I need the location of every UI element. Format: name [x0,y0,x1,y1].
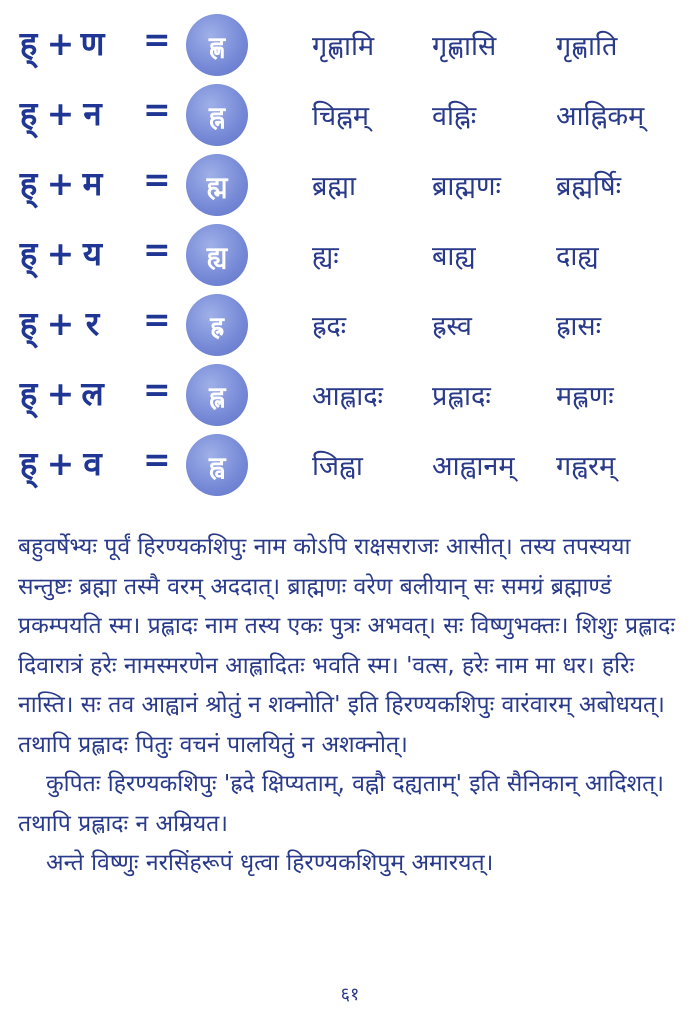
example-word: ब्रह्मर्षिः [556,171,622,202]
example-word: ब्रह्मा [312,171,357,202]
example-word: ह्यः [312,241,339,272]
conjunct-row [0,14,700,84]
example-word: गृह्णाति [556,31,618,62]
conjunct-circle: ह्म [186,154,248,216]
second-consonant: य [82,234,104,273]
equals-sign: = [143,300,171,339]
conjunct-circle: ह्र [186,294,248,356]
equals-sign: = [143,90,171,129]
example-word: दाह्य [556,241,599,272]
conjunct-row [0,224,700,294]
conjunct-formula [14,300,108,345]
plus-sign: + [46,374,76,413]
conjunct-circle: ह्न [186,84,248,146]
base-consonant: ह् [19,24,39,63]
plus-sign: + [46,234,76,273]
second-consonant: व [83,444,103,483]
example-word: जिह्वा [312,451,363,482]
conjunct-row [0,154,700,224]
equals-sign: = [143,370,171,409]
example-word: मह्लणः [556,381,614,412]
conjunct-formula [14,370,108,415]
page-number: ६१ [340,984,360,1005]
second-consonant: म [82,164,104,203]
second-consonant: न [83,94,103,133]
equals-sign: = [143,20,171,59]
conjunct-formula [14,230,108,275]
example-word: गह्वरम् [556,451,616,482]
equals-sign: = [143,440,171,479]
plus-sign: + [46,444,76,483]
conjunct-formula [14,160,108,205]
paragraph: कुपितः हिरण्यकशिपुः 'ह्रदे क्षिप्यताम्, वह्नौ दह्यताम्' इति सैनिकान् आदिशत्। तथापि प्रह्लादः न अम्रियत। [18,771,665,837]
example-word: गृह्णासि [432,31,497,62]
example-word: बाह्य [432,241,476,272]
example-word: ह्रस्व [432,311,472,342]
second-consonant: र [85,304,101,343]
conjunct-circle: ह्व [186,434,248,496]
conjunct-row [0,84,700,154]
paragraph: बहुवर्षेभ्यः पूर्वं हिरण्यकशिपुः नाम कोऽपि राक्षसराजः आसीत्। तस्य तपस्यया सन्तुष्टः ब्रह्मा तस्मै वरम् अददात्। ब्राह्मणः वरेण बलीयान् सः समग्रं ब्रह्माण्डं प्रकम्पयति स्म। प्रह्लादः नाम तस्य एकः पुत्रः अभवत्। सः विष्णुभक्तः। शिशुः प्रह्लादः दिवारात्रं हरेः नामस्मरणेन आह्लादितः भवति स्म। 'वत्स, हरेः नाम मा धर। हरिः नास्ति। सः तव आह्वानं श्रोतुं न शक्नोति' इति हिरण्यकशिपुः वारंवारम् अबोधयत्। तथापि प्रह्लादः पितुः वचनं पालयितुं न अशक्नोत्। [18,534,676,758]
example-word: प्रह्लादः [432,381,491,412]
base-consonant: ह् [19,234,39,273]
equals-sign: = [143,160,171,199]
conjunct-formula [14,20,108,65]
conjunct-row [0,364,700,434]
plus-sign: + [46,304,76,343]
example-word: ब्राह्मणः [432,171,502,202]
base-consonant: ह् [19,304,39,343]
base-consonant: ह् [19,94,39,133]
example-word: आह्लादः [312,381,384,412]
conjunct-formula [14,440,108,485]
base-consonant: ह् [19,374,39,413]
example-word: वह्निः [432,101,477,132]
story-passage [18,528,686,884]
conjunct-row [0,434,700,504]
conjunct-table [0,14,700,504]
example-word: ह्रदः [312,311,347,342]
example-word: चिह्नम् [312,101,370,132]
example-word: आह्वानम् [432,451,515,482]
second-consonant: ल [81,374,105,413]
example-word: आह्निकम् [556,101,645,132]
conjunct-circle: ह्ण [186,14,248,76]
example-word: ह्रासः [556,311,602,342]
equals-sign: = [143,230,171,269]
conjunct-circle: ह्ल [186,364,248,426]
base-consonant: ह् [19,164,39,203]
paragraph: अन्ते विष्णुः नरसिंहरूपं धृत्वा हिरण्यकशिपुम् अमारयत्। [46,850,494,876]
conjunct-circle: ह्य [186,224,248,286]
conjunct-row [0,294,700,364]
plus-sign: + [46,24,76,63]
plus-sign: + [46,164,76,203]
base-consonant: ह् [19,444,39,483]
example-word: गृह्णामि [312,31,375,62]
second-consonant: ण [80,24,106,63]
plus-sign: + [46,94,76,133]
conjunct-formula [14,90,108,135]
